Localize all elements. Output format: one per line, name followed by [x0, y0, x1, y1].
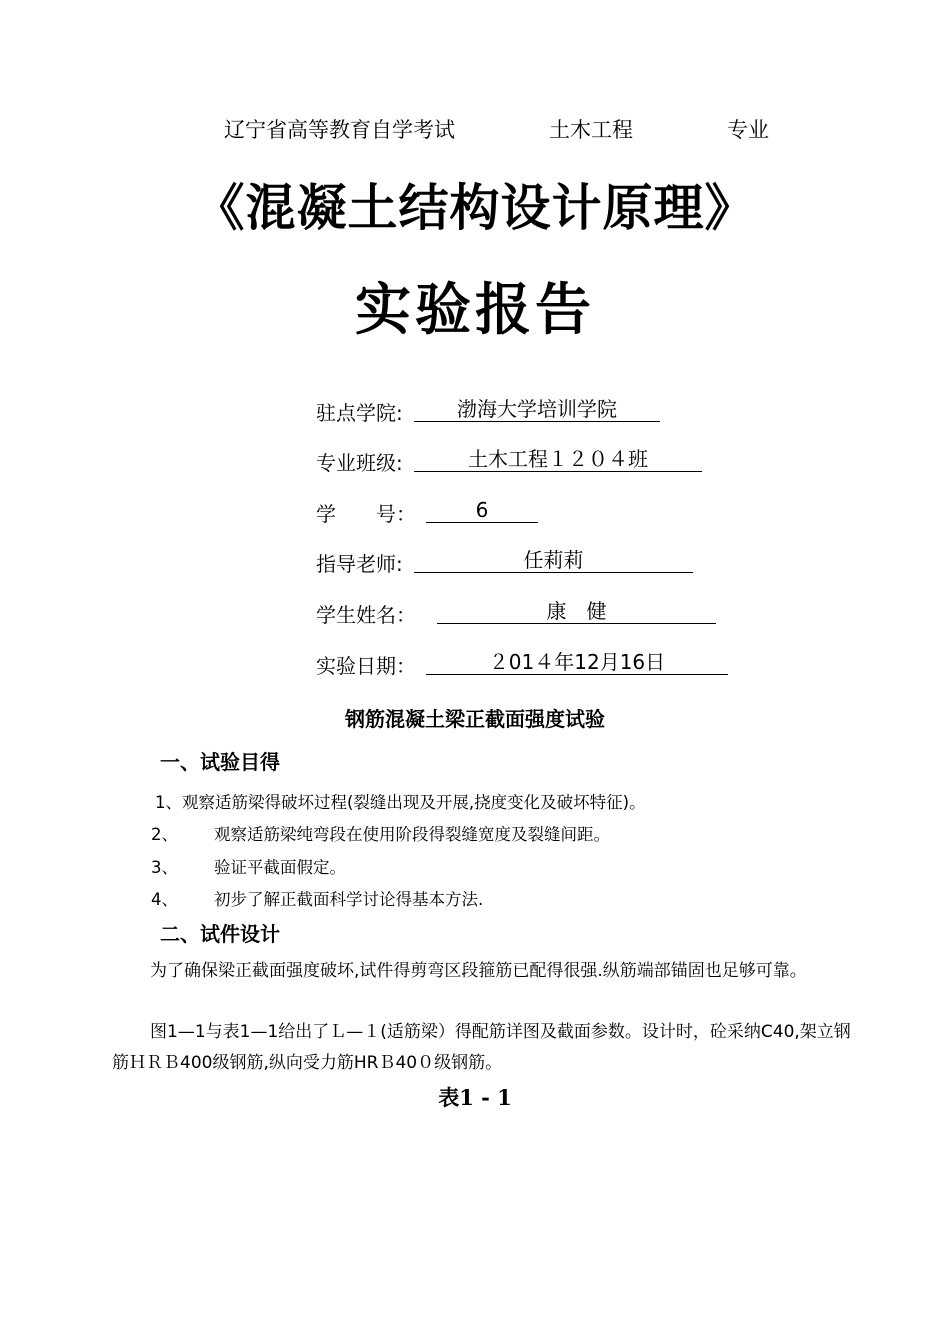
list-item: [151, 821, 610, 845]
list-item: [151, 854, 346, 878]
item-text: 观察适筋梁得破坏过程(裂缝出现及开展,挠度变化及破坏特征)。: [182, 793, 646, 812]
list-item: [155, 789, 646, 813]
college-value: 渤海大学培训学院: [414, 397, 660, 422]
student-id-row: [316, 498, 556, 528]
paragraph: 图1—1与表1—1给出了Ｌ—１(适筋梁）得配筋详图及截面参数。设计时，砼采纳C40,架立钢筋ＨＲＢ400级钢筋,纵向受力筋HRＢ40０级钢筋。: [112, 1022, 851, 1073]
experiment-title: 钢筋混凝土梁正截面强度试验: [345, 707, 605, 731]
section1-heading: 一、试验目得: [160, 750, 280, 774]
class-value: 土木工程１２０４班: [414, 447, 702, 472]
section2-heading: 二、试件设计: [160, 922, 280, 946]
exam-name: 辽宁省高等教育自学考试: [224, 118, 455, 142]
class-label: 专业班级:: [316, 451, 403, 475]
header-line: [0, 114, 950, 144]
item-text: 验证平截面假定。: [214, 858, 346, 877]
date-row: [316, 650, 736, 680]
item-text: 观察适筋梁纯弯段在使用阶段得裂缝宽度及裂缝间距。: [214, 825, 610, 844]
document-title: 《混凝土结构设计原理》: [194, 179, 756, 237]
item-number: 3、: [151, 858, 178, 877]
paragraph: 为了确保梁正截面强度破坏,试件得剪弯区段箍筋已配得很强.纵筋端部锚固也足够可靠。: [150, 961, 807, 981]
document-subtitle: 实验报告: [355, 278, 595, 343]
item-number: 2、: [151, 825, 178, 844]
college-label: 驻点学院:: [316, 401, 403, 425]
item-number: 4、: [151, 890, 178, 909]
teacher-label: 指导老师:: [316, 552, 403, 576]
student-id-value: 6: [426, 498, 538, 523]
date-value: ２01４年12月16日: [426, 650, 728, 675]
major-name: 土木工程: [549, 118, 633, 142]
student-name-label: 学生姓名：: [316, 603, 416, 627]
date-label: 实验日期：: [316, 654, 416, 678]
class-row: [316, 447, 716, 477]
student-name-row: [316, 599, 726, 629]
teacher-row: [316, 548, 706, 578]
table-caption: 表1 - 1: [438, 1085, 512, 1110]
item-text: 初步了解正截面科学讨论得基本方法.: [214, 890, 484, 909]
item-number: 1、: [155, 793, 182, 812]
teacher-value: 任莉莉: [414, 548, 693, 573]
list-item: [151, 886, 484, 910]
major-suffix: 专业: [727, 118, 769, 142]
college-row: [316, 397, 676, 427]
student-id-label: 学 号：: [316, 502, 416, 526]
student-name-value: 康 健: [437, 599, 716, 624]
